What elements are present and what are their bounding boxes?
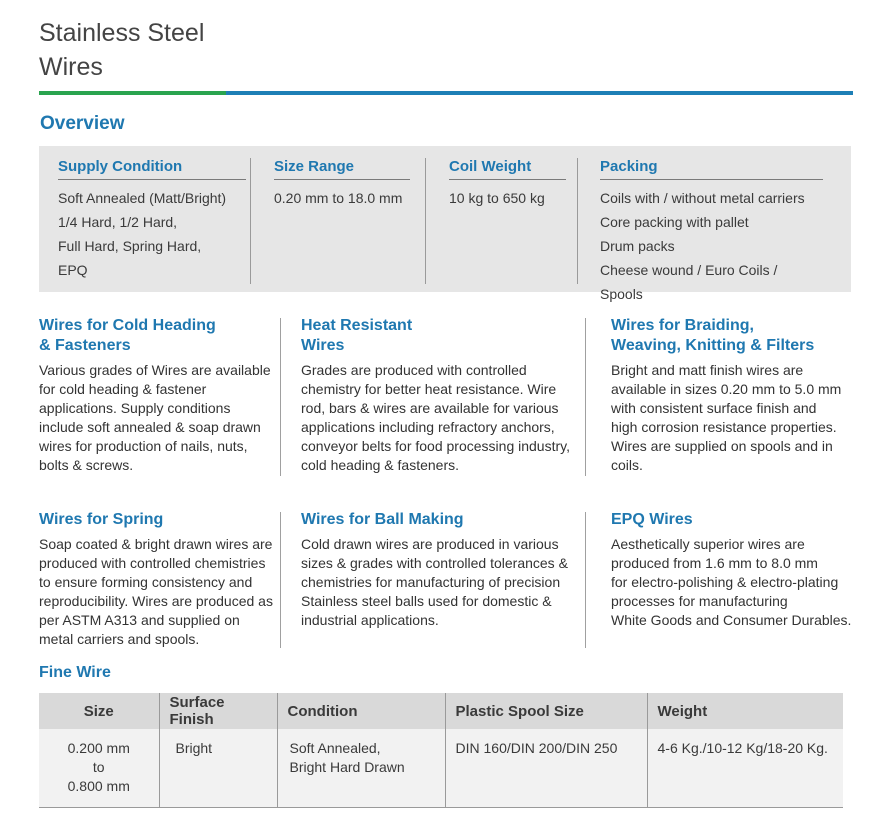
- cell-line: Soft Annealed,: [289, 740, 381, 756]
- overview-col-heading: Coil Weight: [449, 158, 566, 180]
- overview-col-packing: [600, 158, 823, 306]
- overview-col-list: [58, 186, 246, 282]
- feature-body-line: chemistry for better heat resistance. Wire: [301, 381, 557, 397]
- overview-divider: [577, 158, 578, 284]
- overview-item: 1/4 Hard, 1/2 Hard,: [58, 214, 178, 230]
- feature-body-line: Various grades of Wires are available: [39, 362, 271, 378]
- overview-col-list: [600, 186, 823, 306]
- overview-heading: Overview: [40, 113, 125, 134]
- feature-epq: [611, 510, 873, 630]
- page-title-line2: Wires: [39, 53, 103, 81]
- column-header-weight: Weight: [647, 693, 843, 729]
- feature-body-line: Cold drawn wires are produced in various: [301, 536, 559, 552]
- overview-item: 10 kg to 650 kg: [449, 190, 545, 206]
- feature-body-line: per ASTM A313 and supplied on: [39, 612, 240, 628]
- feature-title-line: EPQ Wires: [611, 511, 693, 528]
- feature-body-line: produced from 1.6 mm to 8.0 mm: [611, 555, 818, 571]
- overview-divider: [250, 158, 251, 284]
- feature-body-line: coils.: [611, 457, 643, 473]
- feature-body: [301, 361, 581, 475]
- overview-col-heading: Packing: [600, 158, 823, 180]
- overview-col-size: [274, 158, 410, 210]
- feature-body: [39, 361, 289, 475]
- overview-col-list: [274, 186, 410, 210]
- cell-line: 0.800 mm: [67, 778, 130, 794]
- feature-title-line: Weaving, Knitting & Filters: [611, 337, 815, 354]
- feature-body: [39, 535, 289, 649]
- feature-title: [301, 316, 581, 356]
- feature-body-line: include soft annealed & soap drawn: [39, 419, 261, 435]
- overview-col-list: [449, 186, 566, 210]
- feature-body-line: Wires are supplied on spools and in: [611, 438, 833, 454]
- feature-divider: [280, 512, 281, 648]
- overview-item: Coils with / without metal carriers: [600, 190, 805, 206]
- overview-item: Drum packs: [600, 238, 675, 254]
- page-title-line1: Stainless Steel: [39, 19, 205, 47]
- column-header-surface-finish: Surface Finish: [159, 693, 277, 729]
- feature-body-line: chemistries for manufacturing of precision: [301, 574, 561, 590]
- feature-body-line: White Goods and Consumer Durables.: [611, 612, 852, 628]
- feature-body-line: cold heading & fasteners.: [301, 457, 459, 473]
- overview-item: Cheese wound / Euro Coils / Spools: [600, 262, 778, 302]
- feature-divider: [280, 318, 281, 476]
- feature-body-line: with consistent surface finish and: [611, 400, 817, 416]
- feature-body: [611, 361, 861, 475]
- feature-title: [301, 510, 581, 530]
- feature-cold-heading: [39, 316, 289, 475]
- feature-body-line: to ensure forming consistency and: [39, 574, 253, 590]
- overview-item: 0.20 mm to 18.0 mm: [274, 190, 403, 206]
- overview-col-coil: [449, 158, 566, 210]
- feature-title: [39, 510, 289, 530]
- divider-green-segment: [39, 91, 226, 95]
- feature-body-line: applications. Supply conditions: [39, 400, 231, 416]
- feature-body: [301, 535, 581, 630]
- table-header-row: [39, 693, 843, 729]
- cell-surface-finish: Bright: [159, 729, 277, 807]
- feature-body-line: Grades are produced with controlled: [301, 362, 527, 378]
- cell-condition: [277, 729, 445, 807]
- divider-blue-segment: [226, 91, 853, 95]
- table-row: [39, 729, 843, 807]
- feature-body-line: Stainless steel balls used for domestic &: [301, 593, 552, 609]
- cell-line: to: [92, 759, 105, 775]
- overview-item: EPQ: [58, 262, 88, 278]
- cell-line: 0.200 mm: [67, 740, 130, 756]
- feature-braiding: [611, 316, 861, 475]
- feature-body-line: wires for production of nails, nuts,: [39, 438, 248, 454]
- cell-spool-size: DIN 160/DIN 200/DIN 250: [445, 729, 647, 807]
- overview-divider: [425, 158, 426, 284]
- feature-title-line: Heat Resistant: [301, 317, 413, 334]
- cell-size: [39, 729, 159, 807]
- feature-title: [611, 316, 861, 356]
- overview-item: Soft Annealed (Matt/Bright): [58, 190, 227, 206]
- feature-spring: [39, 510, 289, 649]
- feature-title-line: Wires: [301, 337, 345, 354]
- overview-item: Core packing with pallet: [600, 214, 749, 230]
- feature-body-line: conveyor belts for food processing industry,: [301, 438, 570, 454]
- feature-body-line: sizes & grades with controlled tolerances &: [301, 555, 568, 571]
- feature-body-line: Bright and matt finish wires are: [611, 362, 804, 378]
- feature-divider: [585, 318, 586, 476]
- cell-line: Bright Hard Drawn: [289, 759, 405, 775]
- feature-title: [39, 316, 289, 356]
- feature-body-line: reproducibility. Wires are produced as: [39, 593, 273, 609]
- overview-col-heading: Size Range: [274, 158, 410, 180]
- feature-title-line: Wires for Ball Making: [301, 511, 464, 528]
- overview-col-heading: Supply Condition: [58, 158, 246, 180]
- feature-ball-making: [301, 510, 581, 630]
- feature-body-line: bolts & screws.: [39, 457, 134, 473]
- feature-body-line: available in sizes 0.20 mm to 5.0 mm: [611, 381, 842, 397]
- feature-divider: [585, 512, 586, 648]
- feature-body: [611, 535, 873, 630]
- feature-body-line: for electro-polishing & electro-plating: [611, 574, 839, 590]
- overview-item: Full Hard, Spring Hard,: [58, 238, 202, 254]
- feature-body-line: produced with controlled chemistries: [39, 555, 266, 571]
- feature-title-line: Wires for Spring: [39, 511, 164, 528]
- cell-weight: 4-6 Kg./10-12 Kg/18-20 Kg.: [647, 729, 843, 807]
- overview-panel: [39, 146, 851, 302]
- feature-body-line: high corrosion resistance properties.: [611, 419, 837, 435]
- feature-body-line: industrial applications.: [301, 612, 439, 628]
- feature-title-line: Wires for Cold Heading: [39, 317, 216, 334]
- fine-wire-heading: Fine Wire: [39, 664, 111, 681]
- feature-body-line: Aesthetically superior wires are: [611, 536, 805, 552]
- fine-wire-table: [39, 693, 843, 808]
- page-title: [39, 16, 204, 84]
- title-divider: [39, 91, 853, 95]
- feature-body-line: applications including refractory anchors,: [301, 419, 555, 435]
- column-header-condition: Condition: [277, 693, 445, 729]
- feature-title: [611, 510, 873, 530]
- column-header-spool-size: Plastic Spool Size: [445, 693, 647, 729]
- feature-body-line: processes for manufacturing: [611, 593, 788, 609]
- feature-body-line: Soap coated & bright drawn wires are: [39, 536, 273, 552]
- feature-body-line: for cold heading & fastener: [39, 381, 207, 397]
- feature-title-line: Wires for Braiding,: [611, 317, 754, 334]
- feature-body-line: rod, bars & wires are available for various: [301, 400, 559, 416]
- feature-body-line: metal carriers and spools.: [39, 631, 200, 647]
- feature-heat-resistant: [301, 316, 581, 475]
- column-header-size: Size: [39, 693, 159, 729]
- feature-title-line: & Fasteners: [39, 337, 131, 354]
- overview-col-supply: [58, 158, 246, 282]
